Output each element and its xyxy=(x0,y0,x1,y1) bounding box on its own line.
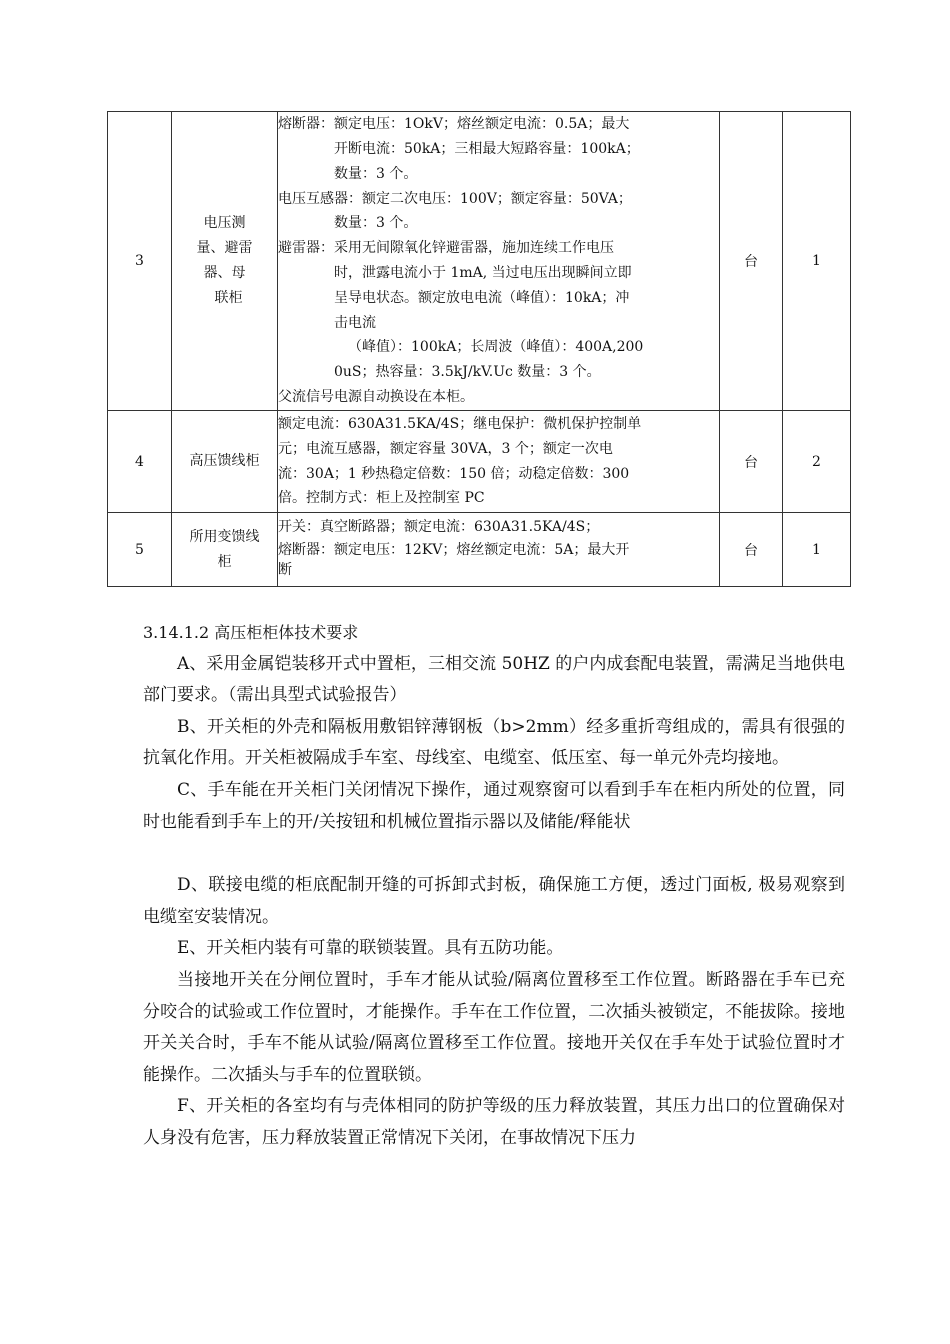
technical-description xyxy=(278,513,720,587)
row-number: 5 xyxy=(108,513,172,587)
desc-line: 击电流 xyxy=(334,314,376,331)
desc-line: （峰值）：100kA；长周波（峰值）：400A,200 xyxy=(348,339,644,356)
cabinet-name-line: 高压馈线柜 xyxy=(189,453,260,469)
paragraph: 当接地开关在分闸位置时，手车才能从试验/隔离位置移至工作位置。断路器在手车已充分咬合的试验或工作位置时，才能操作。手车在工作位置，二次插头被锁定，不能拔除。接地开关关合时，手车不能从试验/隔离位置移至工作位置。接地开关仅在手车处于试验位置时才能操作。二次插头与手车的位置联锁。 xyxy=(143,969,845,1085)
quantity-cell: 2 xyxy=(783,411,851,513)
desc-line: 流：30A；1 秒热稳定倍数：150 倍；动稳定倍数：300 xyxy=(278,465,630,482)
row-number: 4 xyxy=(108,411,172,513)
desc-line: 呈导电状态。额定放电电流（峰值）：10kA；冲 xyxy=(334,289,630,306)
cabinet-name-line: 柜 xyxy=(217,553,232,570)
paragraph: C、手车能在开关柜门关闭情况下操作，通过观察窗可以看到手车在柜内所处的位置，同时也能看到手车上的开/关按钮和机械位置指示器以及储能/释能状 xyxy=(143,779,845,832)
unit-cell: 台 xyxy=(720,513,783,587)
cabinet-name-line: 量、避雷 xyxy=(196,240,253,256)
desc-line: 断 xyxy=(278,562,292,579)
equipment-spec-table xyxy=(107,111,851,587)
desc-line: 熔断器：额定电压：1OkV；熔丝额定电流：0.5A；最大 xyxy=(278,116,630,133)
table-row xyxy=(108,112,851,411)
cabinet-name xyxy=(172,112,278,411)
technical-description xyxy=(278,411,720,513)
table-row xyxy=(108,513,851,587)
paragraph: D、联接电缆的柜底配制开缝的可拆卸式封板，确保施工方便，透过门面板, 极易观察到电缆室安装情况。 xyxy=(143,875,845,927)
desc-line: 避雷器：采用无间隙氧化锌避雷器，施加连续工作电压 xyxy=(278,240,614,257)
desc-line: 熔断器：额定电压：12KV；熔丝额定电流：5A；最大开 xyxy=(278,542,630,559)
paragraph: A、采用金属铠装移开式中置柜，三相交流 50HZ 的户内成套配电装置，需满足当地供电部门要求。（需出具型式试验报告） xyxy=(143,653,845,706)
desc-line: 0uS；热容量：3.5kJ/kV.Uc 数量：3 个。 xyxy=(334,364,601,381)
cabinet-name xyxy=(172,513,278,587)
unit-cell: 台 xyxy=(720,112,783,411)
desc-line: 元；电流互感器，额定容量 30VA，3 个；额定一次电 xyxy=(278,440,613,457)
table-row xyxy=(108,411,851,513)
section-body xyxy=(143,617,845,1155)
row-number: 3 xyxy=(108,112,172,411)
desc-line: 时，泄露电流小于 1mA, 当过电压出现瞬间立即 xyxy=(334,265,632,281)
paragraph: B、开关柜的外壳和隔板用敷铝锌薄钢板（b>2mm）经多重折弯组成的，需具有很强的抗氧化作用。开关柜被隔成手车室、母线室、电缆室、低压室、每一单元外壳均接地。 xyxy=(143,716,845,769)
paragraph: E、开关柜内装有可靠的联锁装置。具有五防功能。 xyxy=(177,938,564,959)
desc-line: 父流信号电源自动换设在本柜。 xyxy=(278,388,474,405)
paragraph: F、开关柜的各室均有与壳体相同的防护等级的压力释放装置，其压力出口的位置确保对人身没有危害，压力释放装置正常情况下关闭，在事故情况下压力 xyxy=(143,1096,845,1148)
desc-line: 数量：3 个。 xyxy=(334,215,418,232)
section-heading: 3.14.1.2 高压柜柜体技术要求 xyxy=(143,623,359,642)
cabinet-name-line: 电压测 xyxy=(203,215,246,231)
desc-line: 开断电流：50kA；三相最大短路容量：100kA； xyxy=(334,141,640,158)
unit-cell: 台 xyxy=(720,411,783,513)
quantity-cell: 1 xyxy=(783,112,851,411)
cabinet-name-line: 器、母 xyxy=(203,265,246,281)
desc-line: 电压互感器：额定二次电压：100V；额定容量：50VA； xyxy=(278,190,632,207)
desc-line: 倍。控制方式：柜上及控制室 PC xyxy=(278,490,485,507)
technical-description xyxy=(278,112,720,411)
desc-line: 数量：3 个。 xyxy=(334,165,418,182)
cabinet-name-line: 联柜 xyxy=(214,290,243,306)
cabinet-name xyxy=(172,411,278,513)
desc-line: 开关：真空断路器；额定电流：630A31.5KA/4S； xyxy=(278,518,600,535)
quantity-cell: 1 xyxy=(783,513,851,587)
desc-line: 额定电流：630A31.5KA/4S；继电保护：微机保护控制单 xyxy=(278,415,642,432)
cabinet-name-line: 所用变馈线 xyxy=(189,528,260,545)
